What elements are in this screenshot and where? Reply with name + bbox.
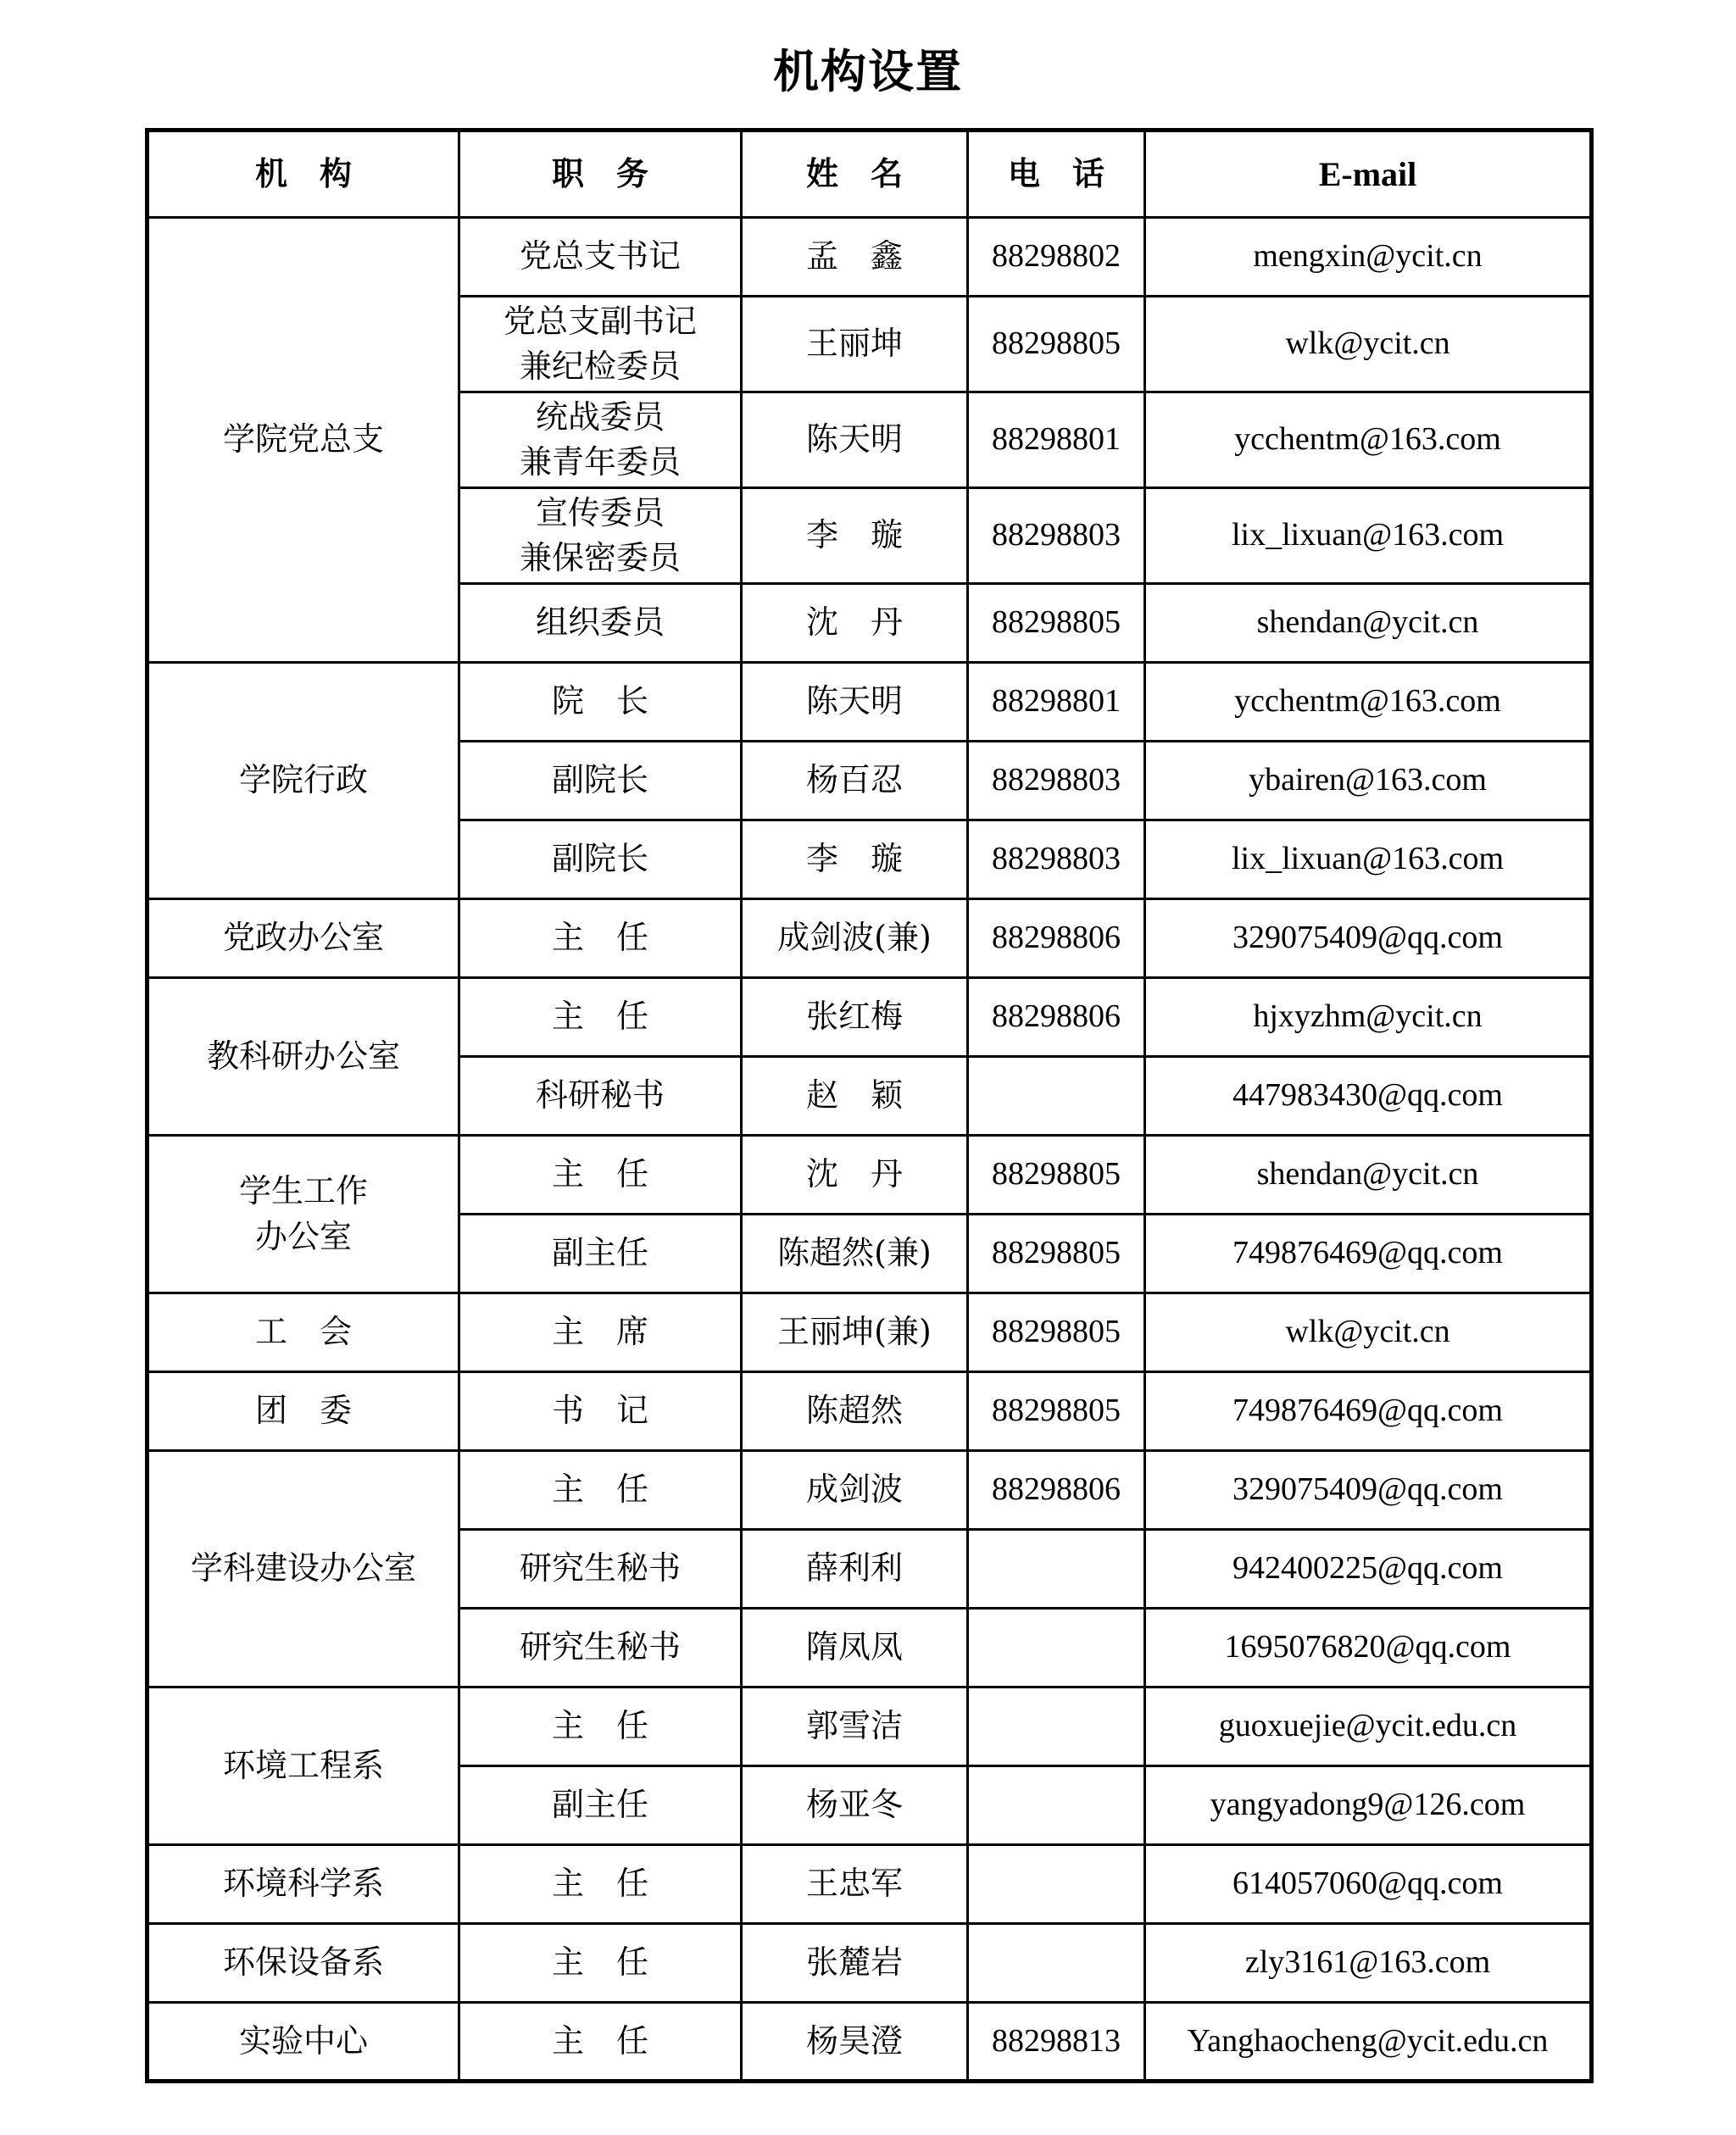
position-cell: 主 席 (459, 1293, 742, 1372)
name-cell: 张麓岩 (742, 1924, 968, 2003)
email-cell: 329075409@qq.com (1145, 899, 1592, 978)
name-cell: 成剑波 (742, 1451, 968, 1530)
position-cell: 主 任 (459, 1845, 742, 1924)
table-row (147, 1451, 1592, 1530)
email-cell: shendan@ycit.cn (1145, 1136, 1592, 1215)
position-cell: 副主任 (459, 1215, 742, 1293)
table-row (147, 663, 1592, 742)
position-cell: 副院长 (459, 742, 742, 820)
phone-cell: 88298802 (968, 218, 1145, 297)
organization-table (145, 128, 1594, 2083)
header-org: 机 构 (147, 131, 459, 218)
phone-cell: 88298805 (968, 1215, 1145, 1293)
email-cell: hjxyzhm@ycit.cn (1145, 978, 1592, 1057)
header-email: E-mail (1145, 131, 1592, 218)
position-cell: 宣传委员 兼保密委员 (459, 488, 742, 584)
page-title: 机构设置 (773, 45, 963, 98)
position-cell: 主 任 (459, 899, 742, 978)
table-row (147, 1136, 1592, 1215)
name-cell: 张红梅 (742, 978, 968, 1057)
org-cell: 学院党总支 (147, 218, 459, 663)
table-row (147, 1845, 1592, 1924)
phone-cell: 88298805 (968, 1136, 1145, 1215)
name-cell: 沈 丹 (742, 584, 968, 663)
position-cell: 组织委员 (459, 584, 742, 663)
email-cell: lix_lixuan@163.com (1145, 820, 1592, 899)
name-cell: 沈 丹 (742, 1136, 968, 1215)
phone-cell: 88298805 (968, 297, 1145, 392)
email-cell: zly3161@163.com (1145, 1924, 1592, 2003)
phone-cell: 88298803 (968, 742, 1145, 820)
org-cell: 工 会 (147, 1293, 459, 1372)
phone-cell (968, 1530, 1145, 1609)
phone-cell (968, 1687, 1145, 1766)
email-cell: 329075409@qq.com (1145, 1451, 1592, 1530)
name-cell: 陈超然(兼) (742, 1215, 968, 1293)
phone-cell (968, 1057, 1145, 1136)
position-cell: 主 任 (459, 2003, 742, 2082)
email-cell: 749876469@qq.com (1145, 1215, 1592, 1293)
header-phone: 电 话 (968, 131, 1145, 218)
phone-cell: 88298803 (968, 488, 1145, 584)
table-row (147, 899, 1592, 978)
org-cell: 团 委 (147, 1372, 459, 1451)
org-cell: 学科建设办公室 (147, 1451, 459, 1687)
email-cell: 942400225@qq.com (1145, 1530, 1592, 1609)
name-cell: 陈天明 (742, 392, 968, 488)
name-cell: 赵 颖 (742, 1057, 968, 1136)
name-cell: 孟 鑫 (742, 218, 968, 297)
name-cell: 陈超然 (742, 1372, 968, 1451)
phone-cell: 88298803 (968, 820, 1145, 899)
email-cell: wlk@ycit.cn (1145, 1293, 1592, 1372)
position-cell: 主 任 (459, 978, 742, 1057)
phone-cell: 88298805 (968, 584, 1145, 663)
name-cell: 陈天明 (742, 663, 968, 742)
name-cell: 郭雪洁 (742, 1687, 968, 1766)
email-cell: wlk@ycit.cn (1145, 297, 1592, 392)
position-cell: 科研秘书 (459, 1057, 742, 1136)
phone-cell: 88298801 (968, 392, 1145, 488)
position-cell: 党总支副书记 兼纪检委员 (459, 297, 742, 392)
name-cell: 李 璇 (742, 820, 968, 899)
header-name: 姓 名 (742, 131, 968, 218)
phone-cell (968, 1609, 1145, 1687)
phone-cell (968, 1766, 1145, 1845)
email-cell: Yanghaocheng@ycit.edu.cn (1145, 2003, 1592, 2082)
email-cell: mengxin@ycit.cn (1145, 218, 1592, 297)
org-cell: 实验中心 (147, 2003, 459, 2082)
name-cell: 杨亚冬 (742, 1766, 968, 1845)
phone-cell: 88298813 (968, 2003, 1145, 2082)
name-cell: 王丽坤(兼) (742, 1293, 968, 1372)
org-cell: 环保设备系 (147, 1924, 459, 2003)
phone-cell: 88298806 (968, 978, 1145, 1057)
position-cell: 主 任 (459, 1924, 742, 2003)
email-cell: guoxuejie@ycit.edu.cn (1145, 1687, 1592, 1766)
name-cell: 成剑波(兼) (742, 899, 968, 978)
name-cell: 隋凤凤 (742, 1609, 968, 1687)
phone-cell (968, 1924, 1145, 2003)
table-row (147, 218, 1592, 297)
position-cell: 副院长 (459, 820, 742, 899)
position-cell: 副主任 (459, 1766, 742, 1845)
position-cell: 院 长 (459, 663, 742, 742)
name-cell: 杨昊澄 (742, 2003, 968, 2082)
name-cell: 王忠军 (742, 1845, 968, 1924)
email-cell: ycchentm@163.com (1145, 663, 1592, 742)
email-cell: ycchentm@163.com (1145, 392, 1592, 488)
name-cell: 李 璇 (742, 488, 968, 584)
email-cell: ybairen@163.com (1145, 742, 1592, 820)
name-cell: 王丽坤 (742, 297, 968, 392)
phone-cell: 88298801 (968, 663, 1145, 742)
position-cell: 研究生秘书 (459, 1530, 742, 1609)
position-cell: 统战委员 兼青年委员 (459, 392, 742, 488)
org-cell: 学院行政 (147, 663, 459, 899)
position-cell: 主 任 (459, 1687, 742, 1766)
phone-cell: 88298806 (968, 1451, 1145, 1530)
phone-cell: 88298806 (968, 899, 1145, 978)
table-row (147, 1293, 1592, 1372)
email-cell: shendan@ycit.cn (1145, 584, 1592, 663)
table-header-row (147, 131, 1592, 218)
table-row (147, 978, 1592, 1057)
email-cell: lix_lixuan@163.com (1145, 488, 1592, 584)
position-cell: 书 记 (459, 1372, 742, 1451)
email-cell: 614057060@qq.com (1145, 1845, 1592, 1924)
org-cell: 环境工程系 (147, 1687, 459, 1845)
table-row (147, 1687, 1592, 1766)
email-cell: yangyadong9@126.com (1145, 1766, 1592, 1845)
email-cell: 447983430@qq.com (1145, 1057, 1592, 1136)
table-row (147, 1372, 1592, 1451)
position-cell: 党总支书记 (459, 218, 742, 297)
header-position: 职 务 (459, 131, 742, 218)
email-cell: 1695076820@qq.com (1145, 1609, 1592, 1687)
phone-cell: 88298805 (968, 1372, 1145, 1451)
phone-cell: 88298805 (968, 1293, 1145, 1372)
phone-cell (968, 1845, 1145, 1924)
org-cell: 教科研办公室 (147, 978, 459, 1136)
table-row (147, 1924, 1592, 2003)
email-cell: 749876469@qq.com (1145, 1372, 1592, 1451)
name-cell: 杨百忍 (742, 742, 968, 820)
name-cell: 薛利利 (742, 1530, 968, 1609)
position-cell: 研究生秘书 (459, 1609, 742, 1687)
position-cell: 主 任 (459, 1136, 742, 1215)
org-cell: 党政办公室 (147, 899, 459, 978)
position-cell: 主 任 (459, 1451, 742, 1530)
org-cell: 学生工作 办公室 (147, 1136, 459, 1293)
table-row (147, 2003, 1592, 2082)
org-cell: 环境科学系 (147, 1845, 459, 1924)
